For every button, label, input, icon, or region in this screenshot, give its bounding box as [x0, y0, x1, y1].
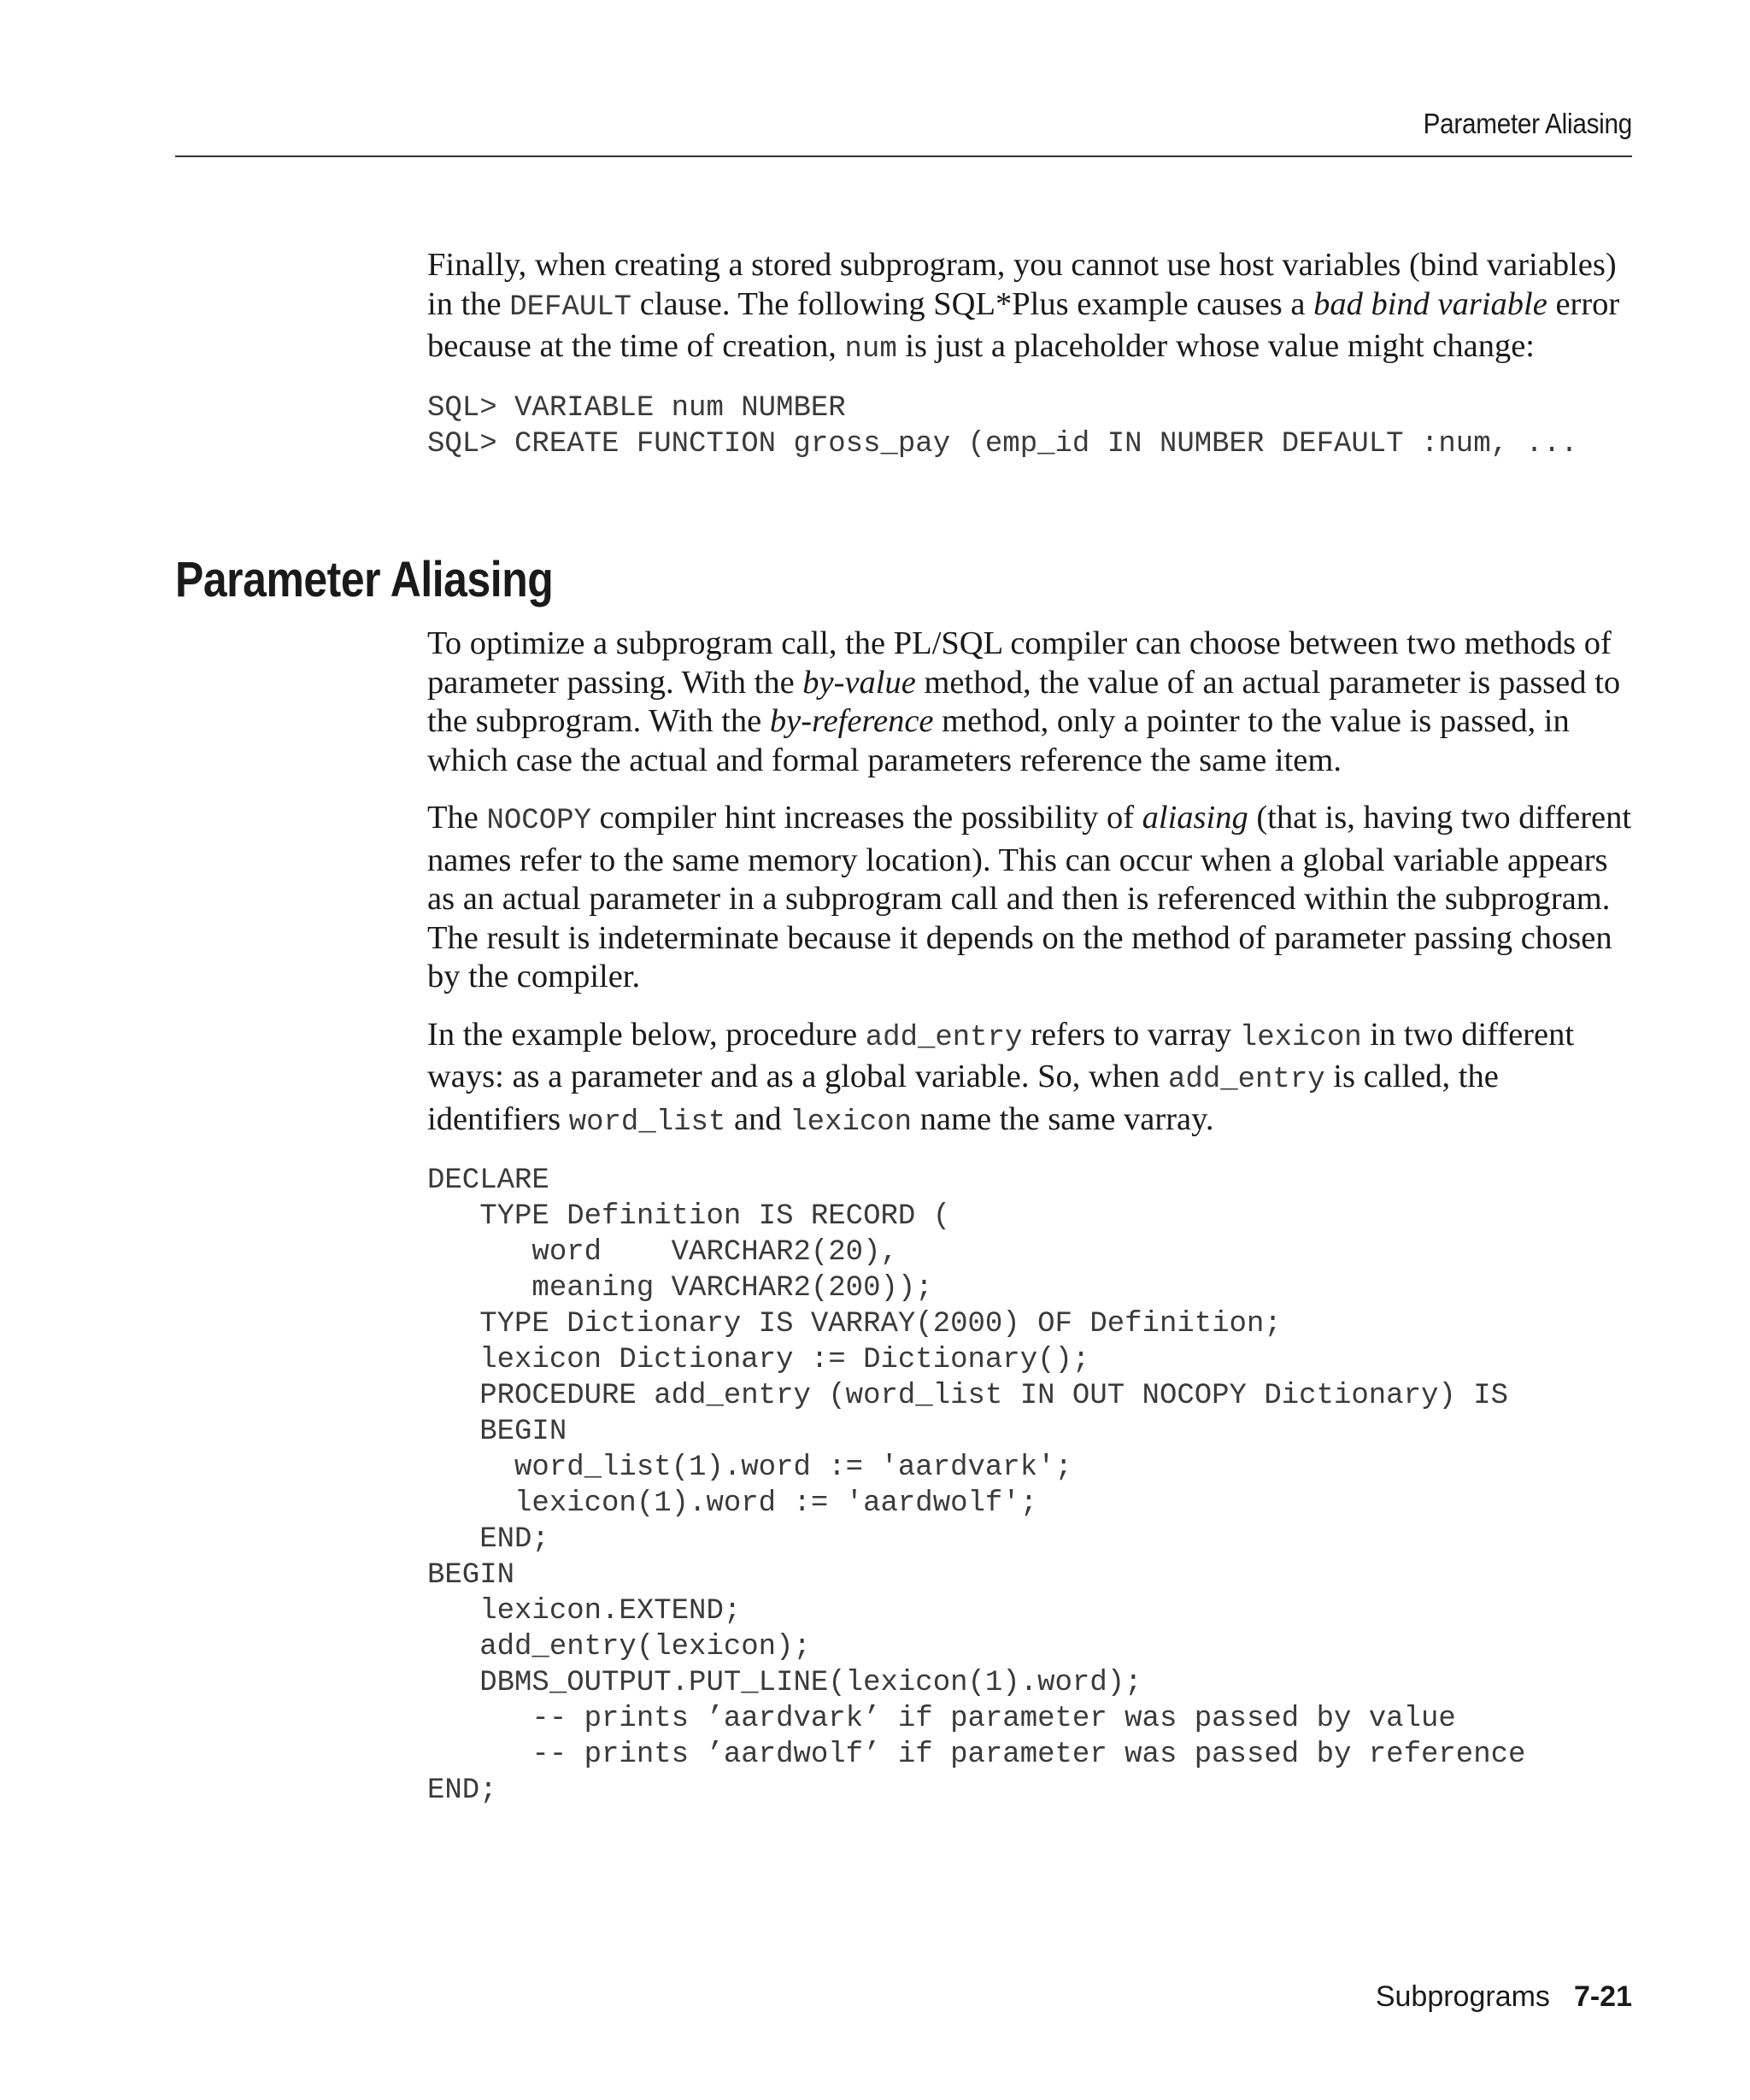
section-paragraph-1	[427, 625, 1632, 780]
section-p1-text-2: method, the value of an actual parameter is passed to the subprogram. With the	[427, 664, 1621, 739]
section-p1-text-3: method, only a pointer to the value is passed, in which case the actual and formal parameters reference the same item.	[427, 703, 1570, 778]
section-heading: Parameter Aliasing	[175, 552, 554, 607]
intro-text-2: clause. The following SQL*Plus example causes a	[631, 285, 1314, 322]
section-p3-text-5: and	[725, 1100, 790, 1137]
intro-text-3: error because at the time of creation,	[427, 285, 1620, 364]
inline-code-lexicon: lexicon	[1239, 1021, 1362, 1054]
intro-text-4: is just a placeholder whose value might change:	[896, 328, 1535, 364]
header-rule	[175, 155, 1632, 157]
intro-paragraph	[427, 246, 1632, 370]
intro-block	[427, 246, 1632, 462]
section-p1-text-1: To optimize a subprogram call, the PL/SQL compiler can choose between two methods of parameter passing. With the	[427, 625, 1612, 701]
section-p3-text-4: is called, the identifiers	[427, 1059, 1499, 1137]
sqlplus-code-block: SQL> VARIABLE num NUMBER SQL> CREATE FUNCTION gross_pay (emp_id IN NUMBER DEFAULT :num, ...	[427, 391, 1578, 460]
footer-page-number: 7-21	[1573, 1980, 1632, 2013]
section-p3-text-2: refers to varray	[1022, 1016, 1240, 1053]
inline-code-num: num	[844, 333, 897, 366]
inline-code-default: DEFAULT	[509, 290, 632, 324]
inline-code-lexicon-2: lexicon	[790, 1106, 913, 1139]
section-p3-text-6: name the same varray.	[912, 1100, 1214, 1137]
section-paragraph-3	[427, 1016, 1632, 1143]
emphasis-by-reference: by-reference	[769, 703, 934, 739]
section-paragraph-2	[427, 799, 1632, 997]
inline-code-word-list: word_list	[568, 1106, 726, 1139]
inline-code-add-entry: add_entry	[865, 1021, 1023, 1054]
section-body	[427, 625, 1632, 1809]
inline-code-nocopy: NOCOPY	[486, 805, 591, 837]
emphasis-aliasing: aliasing	[1142, 800, 1248, 836]
section-p3-text-1: In the example below, procedure	[427, 1016, 866, 1053]
emphasis-by-value: by-value	[802, 664, 916, 701]
section-p2-text-1: The	[427, 800, 487, 836]
section-p3-text-3: in two different ways: as a parameter and as a global variable. So, when	[427, 1016, 1575, 1094]
emphasis-bad-bind-variable: bad bind variable	[1313, 285, 1547, 322]
plsql-code-block: DECLARE TYPE Definition IS RECORD ( word VARCHAR2(20), meaning VARCHAR2(200)); TYPE Dictionary IS VARRAY(2000) OF Definition; lexicon Dictionary := Dictionary(); PROCEDURE add_entry (word_list IN OUT NOCOPY Dictionary) IS BEGIN word_list(1).word := 'aardvark'; lexicon(1).word := 'aardwolf'; END; BEGIN lexicon.EXTEND; add_entry(lexicon); DBMS_OUTPUT.PUT_LINE(lexicon(1).word); -- prints ’aardvark’ if parameter was passed by value -- prints ’aardwolf’ if parameter was passed by reference END;	[427, 1164, 1526, 1807]
inline-code-add-entry-2: add_entry	[1168, 1064, 1325, 1096]
footer-chapter: Subprograms	[1375, 1980, 1550, 2013]
section-p2-text-2: compiler hint increases the possibility of	[590, 800, 1142, 836]
page-footer	[1111, 1980, 1632, 2014]
intro-text-1: Finally, when creating a stored subprogram, you cannot use host variables (bind variables) in the	[427, 247, 1617, 322]
running-header-title: Parameter Aliasing	[1423, 108, 1632, 139]
section-p2-text-3: (that is, having two different names refer to the same memory location). This can occur when a global variable appears as an actual parameter in a subprogram call and then is referenced within the subprogram. The result is indeterminate because it depends on the method of parameter passing chosen by the compiler.	[427, 800, 1632, 994]
